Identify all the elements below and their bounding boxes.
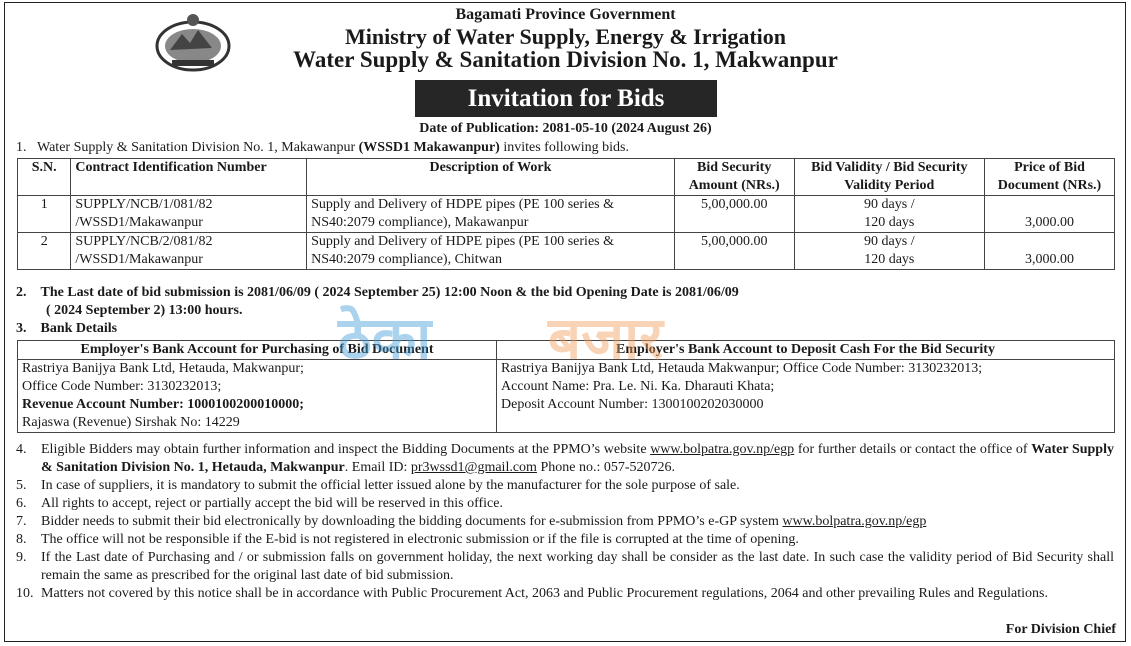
col-sn: S.N. bbox=[18, 159, 71, 196]
terms-list bbox=[16, 441, 1114, 603]
col-validity: Bid Validity / Bid Security Validity Period bbox=[794, 159, 984, 196]
watermark-text-a: ठेका bbox=[338, 304, 432, 372]
bank-details-table bbox=[17, 340, 1115, 433]
list-item: 5. In case of suppliers, it is mandatory to submit the official letter issued alone by the manufacturer for the sole purpose of sale. bbox=[16, 478, 740, 493]
item-2-deadline: 2. The Last date of bid submission is 2081/06/09 ( 2024 September 25) 12:00 Noon & the bid Opening Date is 2081/06/09 bbox=[16, 285, 739, 300]
bids-table bbox=[17, 158, 1115, 270]
bank-right-header: Employer's Bank Account to Deposit Cash For the Bid Security bbox=[497, 341, 1115, 360]
ppmo-link[interactable]: www.bolpatra.gov.np/egp bbox=[650, 442, 795, 457]
division-title: Water Supply & Sanitation Division No. 1, Makwanpur bbox=[293, 47, 838, 72]
bank-left-header: Employer's Bank Account for Purchasing of Bid Document bbox=[18, 341, 497, 360]
ministry-title: Ministry of Water Supply, Energy & Irrigation bbox=[344, 24, 787, 49]
item-2-deadline-cont: ( 2024 September 2) 13:00 hours. bbox=[46, 303, 243, 318]
col-bid-security: Bid Security Amount (NRs.) bbox=[674, 159, 794, 196]
list-item: 6. All rights to accept, reject or partially accept the bid will be reserved in this office. bbox=[16, 496, 503, 511]
col-description: Description of Work bbox=[307, 159, 675, 196]
col-price: Price of Bid Document (NRs.) bbox=[985, 159, 1115, 196]
signature-line: For Division Chief bbox=[1005, 622, 1116, 637]
email-link[interactable]: pr3wssd1@gmail.com bbox=[410, 460, 537, 475]
list-item: 8. The office will not be responsible if the E-bid is not registered in electronic submission or if the file is corrupted at the time of opening. bbox=[16, 532, 799, 547]
table-row: 1 SUPPLY/NCB/1/081/82 /WSSD1/Makawanpur Supply and Delivery of HDPE pipes (PE 100 series & NS40:2079 compliance), Makawanpur 5,00,000.00 90 days / 120 days 3,000.00 bbox=[18, 196, 1115, 233]
province-title: Bagamati Province Government bbox=[455, 6, 676, 23]
list-item: 4. Eligible Bidders may obtain further information and inspect the Bidding Documents at the PPMO’s website www.bolpatra.gov.np/egp for further details or contact the office of Water Supply & Sanitation Division No. 1, Hetauda, Makwanpur. Email ID: pr3wssd1@gmail.com Phone no.: 057-520726. bbox=[16, 442, 1114, 475]
banner-title: Invitation for Bids bbox=[415, 80, 717, 117]
list-item: 9. If the Last date of Purchasing and / or submission falls on government holiday, the next working day shall be consider as the last date. In such case the validity period of Bid Security shall remain the same as prescribed for the original last date of bid submission. bbox=[16, 550, 1114, 583]
publication-date: Date of Publication: 2081-05-10 (2024 August 26) bbox=[419, 121, 712, 136]
col-contract-id: Contract Identification Number bbox=[71, 159, 307, 196]
intro-paragraph: 1. Water Supply & Sanitation Division No. 1, Makawanpur (WSSD1 Makawanpur) invites following bids. bbox=[16, 140, 629, 155]
table-header-row bbox=[18, 159, 1115, 196]
bank-right-details: Rastriya Banijya Bank Ltd, Hetauda Makwanpur; Office Code Number: 3130232013; Account Name: Pra. Le. Ni. Ka. Dharauti Khata; Deposit Account Number: 1300100202030000 bbox=[497, 360, 1115, 433]
egp-link[interactable]: www.bolpatra.gov.np/egp bbox=[782, 514, 927, 529]
table-row: 2 SUPPLY/NCB/2/081/82 /WSSD1/Makawanpur Supply and Delivery of HDPE pipes (PE 100 series & NS40:2079 compliance), Chitwan 5,00,000.00 90 days / 120 days 3,000.00 bbox=[18, 233, 1115, 270]
watermark-text-b: बजार bbox=[548, 304, 663, 372]
list-item: 7. Bidder needs to submit their bid electronically by downloading the bidding documents for e-submission from PPMO’s e-GP system www.bolpatra.gov.np/egp bbox=[16, 514, 927, 529]
list-item: 10. Matters not covered by this notice shall be in accordance with Public Procurement Act, 2063 and Public Procurement regulations, 2064 and other prevailing Rules and Regulations. bbox=[16, 586, 1048, 601]
item-3-heading: 3. Bank Details bbox=[16, 321, 118, 336]
bank-left-details: Rastriya Banijya Bank Ltd, Hetauda, Makwanpur; Office Code Number: 3130232013; Revenue Account Number: 1000100200010000; Rajaswa (Revenue) Sirshak No: 14229 bbox=[18, 360, 497, 433]
